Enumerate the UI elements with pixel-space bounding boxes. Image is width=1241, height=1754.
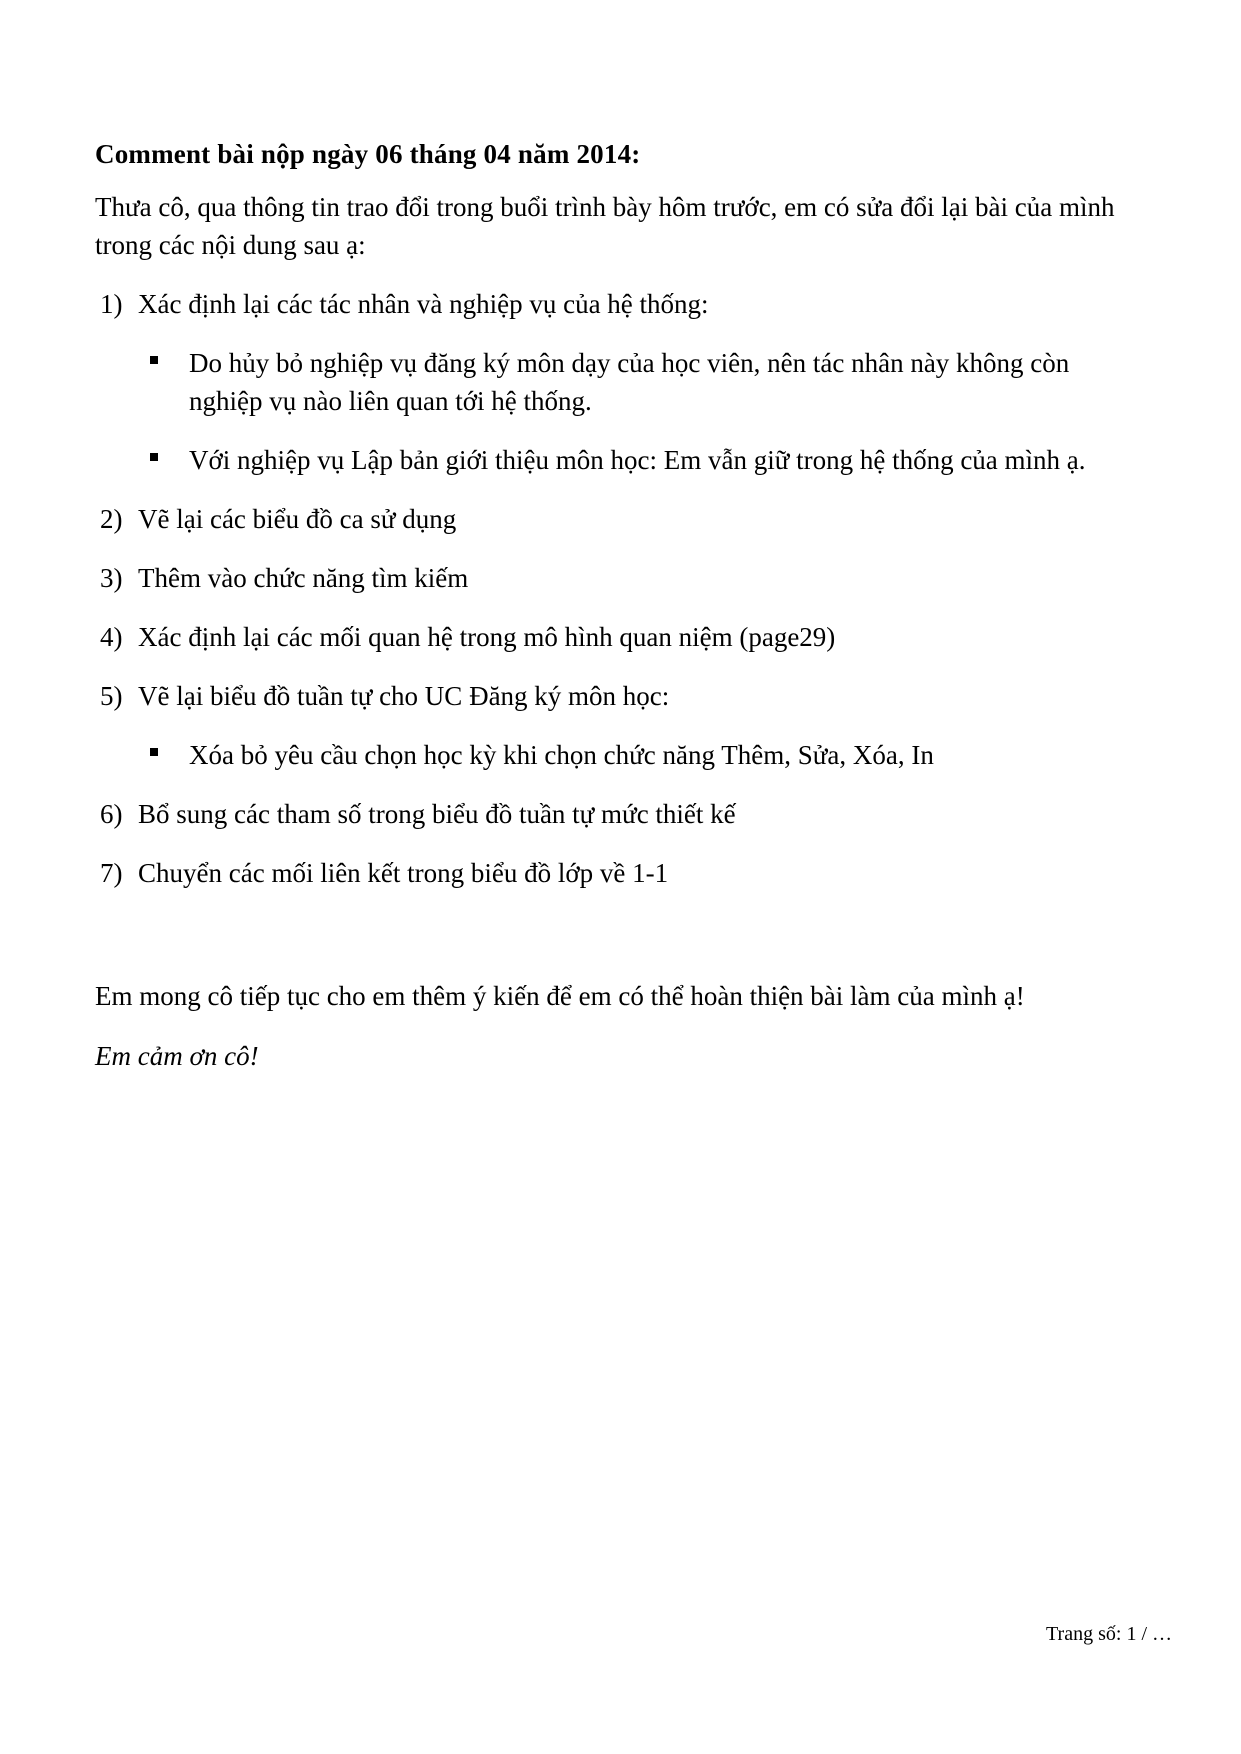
bullet-item-text: Với nghiệp vụ Lập bản giới thiệu môn học: Em vẫn giữ trong hệ thống của mình ạ. bbox=[189, 445, 1086, 475]
list-item-text: Chuyển các mối liên kết trong biểu đồ lớp về 1-1 bbox=[138, 858, 669, 888]
signoff-text: Em cảm ơn cô! bbox=[95, 1041, 259, 1071]
page-number-footer: Trang số: 1 / … bbox=[1046, 1623, 1172, 1645]
numbered-list bbox=[95, 285, 1147, 892]
bullet-item-text: Do hủy bỏ nghiệp vụ đăng ký môn dạy của học viên, nên tác nhân này không còn nghiệp vụ nào liên quan tới hệ thống. bbox=[189, 348, 1070, 416]
list-item-text: Xác định lại các tác nhân và nghiệp vụ của hệ thống: bbox=[138, 289, 709, 319]
list-item-text: Thêm vào chức năng tìm kiếm bbox=[138, 563, 469, 593]
list-item bbox=[95, 500, 1147, 538]
list-item bbox=[95, 854, 1147, 892]
bullet-item bbox=[150, 441, 1147, 479]
list-item-number: 5) bbox=[100, 681, 123, 711]
list-item-text: Vẽ lại các biểu đồ ca sử dụng bbox=[138, 504, 457, 534]
list-item bbox=[95, 795, 1147, 833]
document-content bbox=[95, 0, 1147, 1075]
comment-heading: Comment bài nộp ngày 06 tháng 04 năm 2014: bbox=[95, 139, 641, 169]
list-item-number: 4) bbox=[100, 622, 123, 652]
list-item bbox=[95, 618, 1147, 656]
square-bullet-icon bbox=[150, 453, 158, 461]
intro-paragraph: Thưa cô, qua thông tin trao đổi trong buổi trình bày hôm trước, em có sửa đổi lại bài của mình trong các nội dung sau ạ: bbox=[95, 192, 1115, 260]
list-item-text: Xác định lại các mối quan hệ trong mô hình quan niệm (page29) bbox=[138, 622, 836, 652]
list-item-text: Vẽ lại biểu đồ tuần tự cho UC Đăng ký môn học: bbox=[138, 681, 670, 711]
list-item bbox=[95, 559, 1147, 597]
bullet-item bbox=[150, 344, 1147, 420]
square-bullet-icon bbox=[150, 356, 158, 364]
bullet-item-text: Xóa bỏ yêu cầu chọn học kỳ khi chọn chức năng Thêm, Sửa, Xóa, In bbox=[189, 740, 934, 770]
bullet-item bbox=[150, 736, 1147, 774]
square-bullet-icon bbox=[150, 748, 158, 756]
list-item-number: 2) bbox=[100, 504, 123, 534]
closing-paragraph: Em mong cô tiếp tục cho em thêm ý kiến để em có thể hoàn thiện bài làm của mình ạ! bbox=[95, 981, 1025, 1011]
list-item-text: Bổ sung các tham số trong biểu đồ tuần tự mức thiết kế bbox=[138, 799, 736, 829]
list-item-number: 1) bbox=[100, 289, 123, 319]
list-item bbox=[95, 677, 1147, 715]
list-item-number: 3) bbox=[100, 563, 123, 593]
list-item-number: 7) bbox=[100, 858, 123, 888]
list-item bbox=[95, 285, 1147, 323]
list-item-number: 6) bbox=[100, 799, 123, 829]
